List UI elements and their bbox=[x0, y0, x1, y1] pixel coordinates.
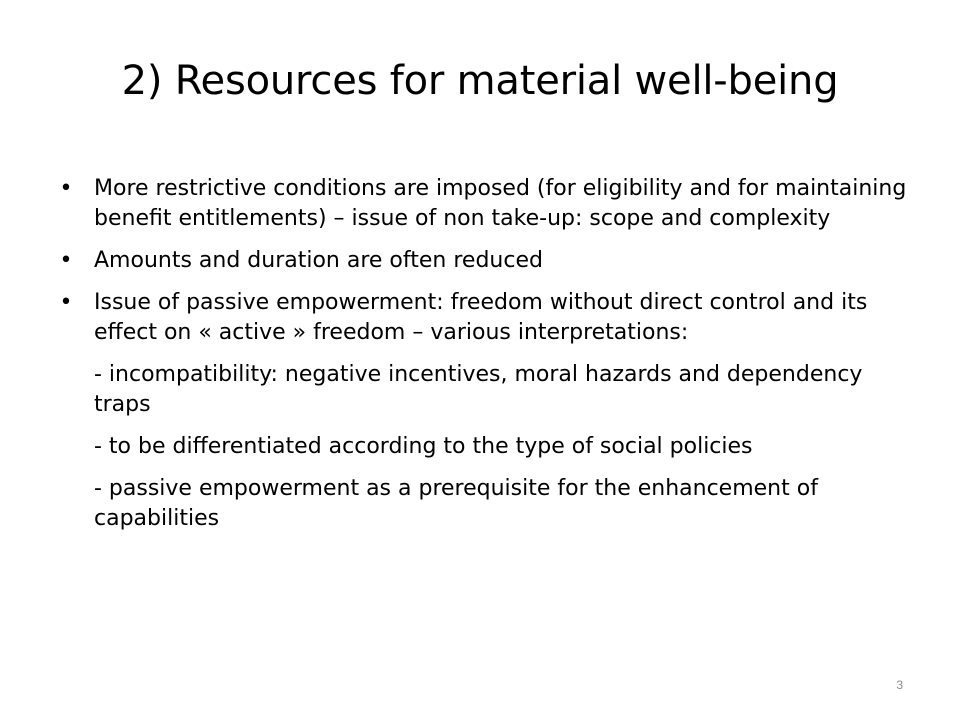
bullet-symbol: • bbox=[59, 248, 73, 273]
bullet-item bbox=[58, 246, 918, 276]
page-number: 3 bbox=[896, 678, 903, 692]
bullet-text: More restrictive conditions are imposed (for eligibility and for maintaining benefit entitlements) – issue of non take-up: scope and complexity bbox=[94, 176, 907, 231]
bullet-symbol: • bbox=[59, 290, 73, 315]
bullet-text: Amounts and duration are often reduced bbox=[94, 248, 543, 273]
bullet-text: Issue of passive empowerment: freedom without direct control and its effect on « active » freedom – various interpretations: bbox=[94, 290, 868, 345]
subpoint-item: - to be differentiated according to the type of social policies bbox=[94, 434, 753, 459]
slide-content bbox=[58, 174, 918, 546]
subpoint-item: - passive empowerment as a prerequisite for the enhancement of capabilities bbox=[94, 476, 818, 531]
subpoint-item: - incompatibility: negative incentives, moral hazards and dependency traps bbox=[94, 362, 863, 417]
bullet-item bbox=[58, 174, 918, 234]
bullet-item bbox=[58, 288, 918, 348]
bullet-symbol: • bbox=[59, 176, 73, 201]
slide-title: 2) Resources for material well-being bbox=[121, 58, 839, 104]
